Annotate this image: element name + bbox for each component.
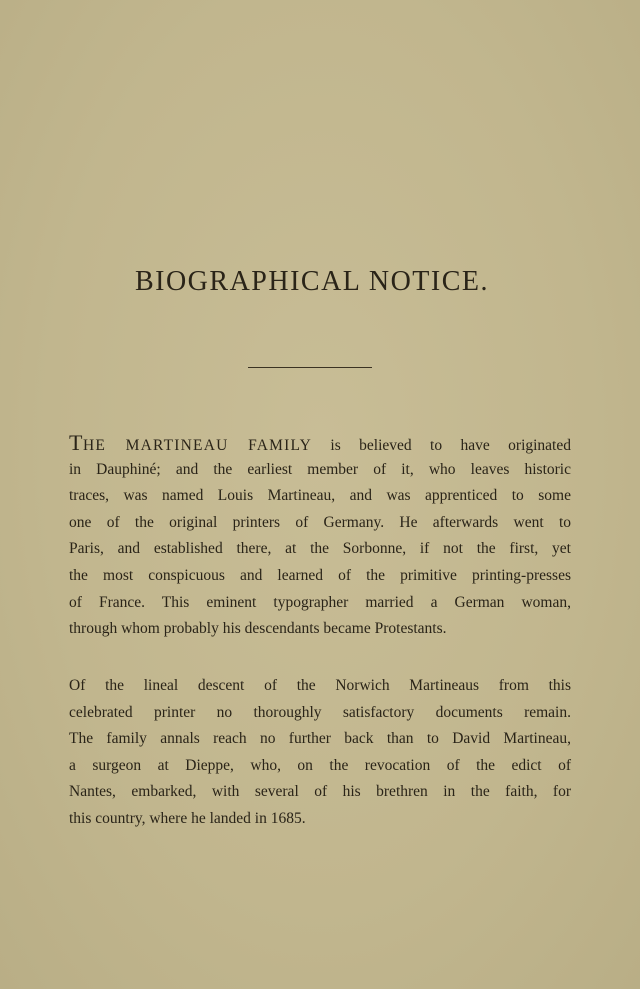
paragraph-1-line-1 [69,430,571,457]
paragraph-2 [69,673,571,833]
paragraph-1-line-1-rest: is believed to have originated [312,437,571,454]
paragraph-2-line: celebrated printer no thoroughly satisfactory documents remain. [69,703,571,721]
lead-small-caps: HE MARTINEAU FAMILY [82,437,312,454]
title-divider [248,367,372,368]
paragraph-1-line: through whom probably his descendants became Protestants. [69,620,447,638]
paragraph-2-line: The family annals reach no further back than to David Martineau, [69,730,571,748]
page-title: BIOGRAPHICAL NOTICE. [134,266,490,297]
paragraph-2-line: a surgeon at Dieppe, who, on the revocation of the edict of [69,756,571,774]
paragraph-1-line: one of the original printers of Germany. He afterwards went to [69,513,571,531]
paragraph-1-line: the most conspicuous and learned of the primitive printing-presses [69,566,571,584]
paragraph-1-line: Paris, and established there, at the Sorbonne, if not the first, yet [69,540,571,558]
paragraph-2-line: this country, where he landed in 1685. [69,809,306,827]
paragraph-1-line: traces, was named Louis Martineau, and was apprenticed to some [69,487,571,505]
paragraph-1 [69,430,571,643]
paragraph-1-line: in Dauphiné; and the earliest member of it, who leaves historic [69,460,571,478]
paragraph-2-line: Of the lineal descent of the Norwich Martineaus from this [69,677,571,694]
paragraph-2-line: Nantes, embarked, with several of his brethren in the faith, for [69,783,571,801]
drop-cap: T [69,430,83,455]
paragraph-1-line: of France. This eminent typographer married a German woman, [69,593,571,611]
